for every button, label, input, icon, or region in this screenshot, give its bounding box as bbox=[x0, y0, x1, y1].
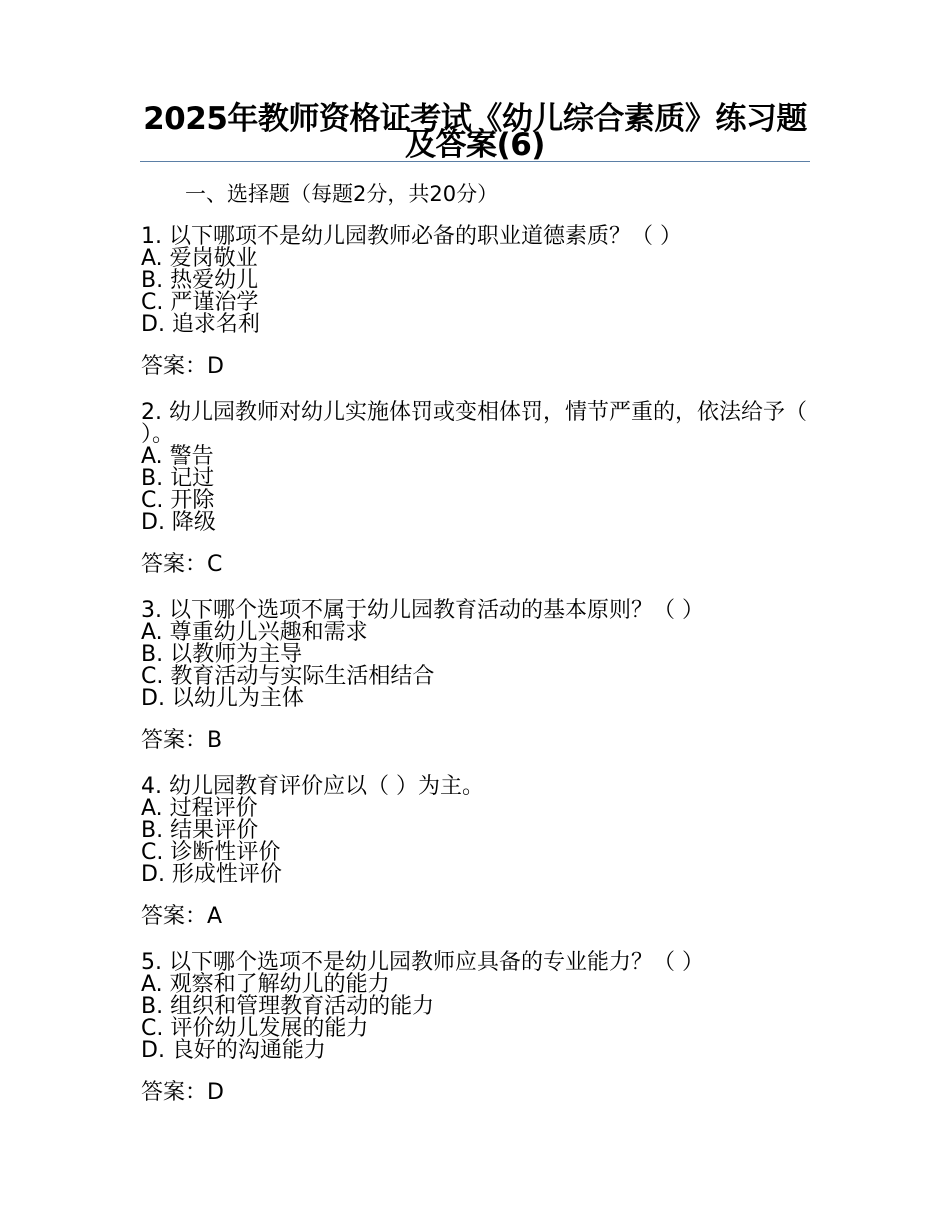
question-list bbox=[141, 226, 811, 1128]
answer-line: 答案：D bbox=[141, 354, 224, 379]
option-d: D. 以幼儿为主体 bbox=[141, 686, 304, 711]
question-stem: 1. 以下哪项不是幼儿园教师必备的职业道德素质？（ ） bbox=[141, 224, 682, 249]
option-b: B. 以教师为主导 bbox=[141, 642, 303, 667]
option-a: A. 观察和了解幼儿的能力 bbox=[141, 972, 390, 997]
option-a: A. 爱岗敬业 bbox=[141, 246, 258, 271]
option-b: B. 记过 bbox=[141, 466, 215, 491]
question-stem: 4. 幼儿园教育评价应以（ ）为主。 bbox=[141, 774, 484, 799]
question-3 bbox=[141, 600, 811, 754]
title-underline bbox=[140, 161, 810, 162]
option-c: C. 教育活动与实际生活相结合 bbox=[141, 664, 435, 689]
question-stem: 3. 以下哪个选项不属于幼儿园教育活动的基本原则？（ ） bbox=[141, 598, 704, 623]
option-c: C. 诊断性评价 bbox=[141, 840, 281, 865]
answer-line: 答案：C bbox=[141, 552, 223, 577]
answer-line: 答案：D bbox=[141, 1080, 224, 1105]
option-a: A. 尊重幼儿兴趣和需求 bbox=[141, 620, 368, 645]
option-b: B. 热爱幼儿 bbox=[141, 268, 259, 293]
option-b: B. 组织和管理教育活动的能力 bbox=[141, 994, 435, 1019]
question-stem: 2. 幼儿园教师对幼儿实施体罚或变相体罚，情节严重的，依法给予（ ）。 bbox=[141, 400, 807, 447]
question-5 bbox=[141, 952, 811, 1106]
section-heading: 一、选择题（每题2分，共20分） bbox=[185, 182, 499, 206]
option-b: B. 结果评价 bbox=[141, 818, 259, 843]
answer-line: 答案：B bbox=[141, 728, 223, 753]
option-c: C. 开除 bbox=[141, 488, 215, 513]
document-title: 2025年教师资格证考试《幼儿综合素质》练习题及答案(6) bbox=[143, 101, 807, 163]
option-a: A. 过程评价 bbox=[141, 796, 258, 821]
question-4 bbox=[141, 776, 811, 930]
option-c: C. 严谨治学 bbox=[141, 290, 259, 315]
option-d: D. 形成性评价 bbox=[141, 862, 282, 887]
option-d: D. 降级 bbox=[141, 510, 216, 535]
question-stem: 5. 以下哪个选项不是幼儿园教师应具备的专业能力？（ ） bbox=[141, 950, 704, 975]
option-d: D. 追求名利 bbox=[141, 312, 260, 337]
answer-line: 答案：A bbox=[141, 904, 223, 929]
option-d: D. 良好的沟通能力 bbox=[141, 1038, 326, 1063]
option-c: C. 评价幼儿发展的能力 bbox=[141, 1016, 369, 1041]
option-a: A. 警告 bbox=[141, 444, 214, 469]
question-2 bbox=[141, 402, 811, 578]
question-1 bbox=[141, 226, 811, 380]
